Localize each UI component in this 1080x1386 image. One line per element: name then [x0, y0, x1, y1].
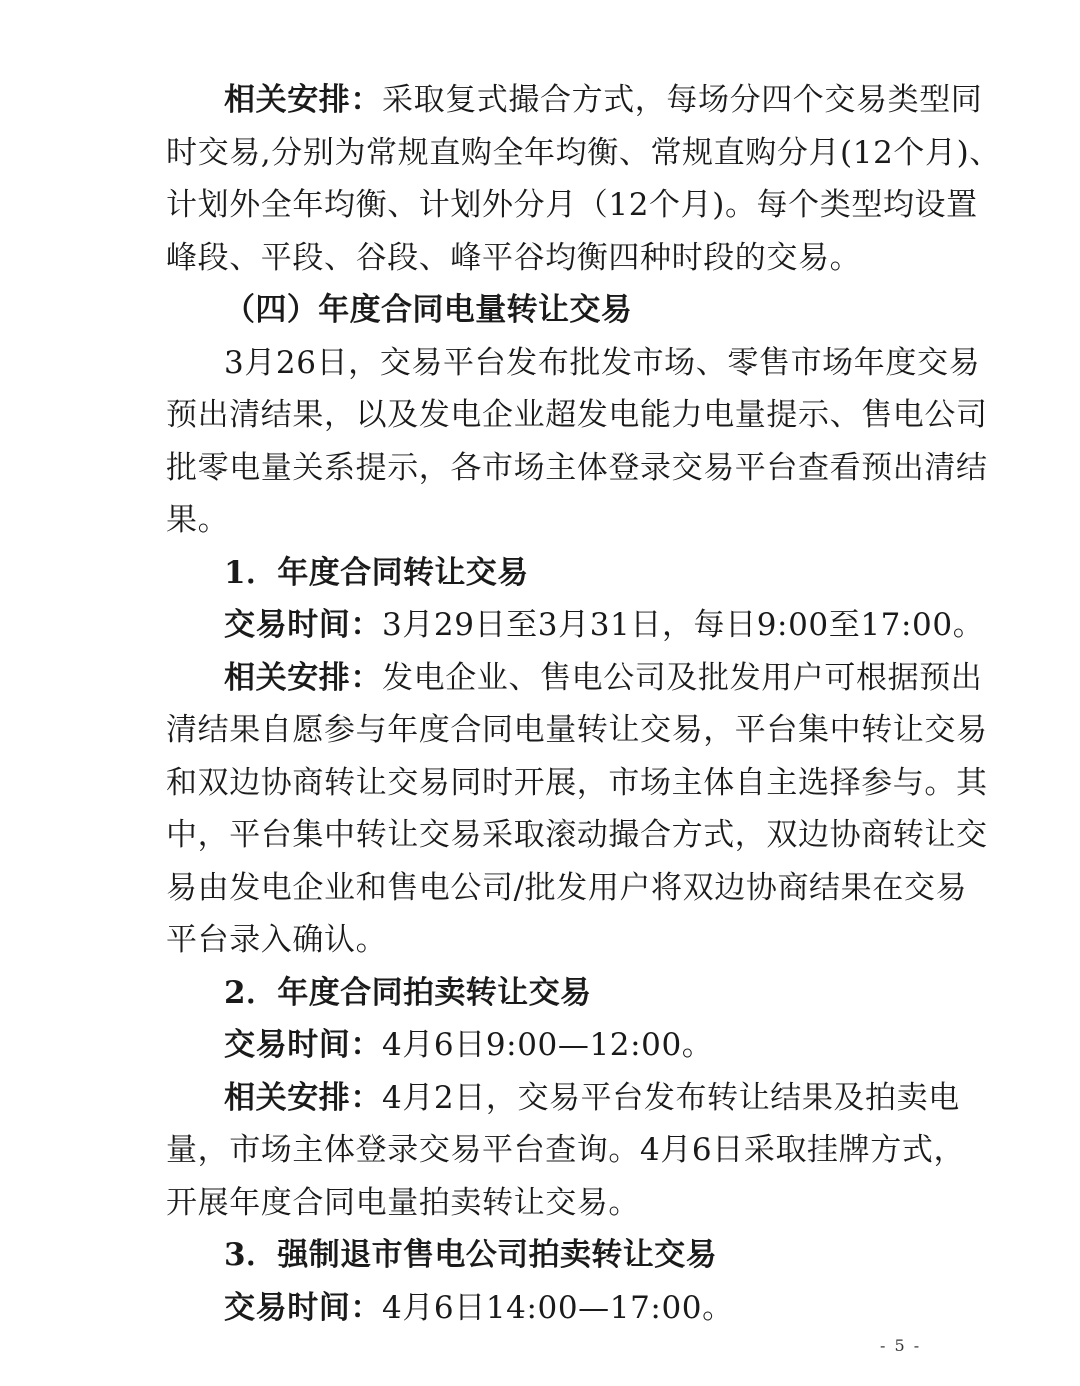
paragraph-line	[166, 704, 988, 757]
field-label: 相关安排：	[224, 82, 382, 118]
line-text: 采取复式撮合方式，每场分四个交易类型同	[382, 82, 983, 118]
paragraph-line	[166, 1072, 960, 1125]
line-text: 量，市场主体登录交易平台查询。4月6日采取挂牌方式，	[166, 1132, 966, 1168]
heading-text: 3．强制退市售电公司拍卖转让交易	[224, 1237, 717, 1273]
paragraph-line	[166, 599, 985, 652]
line-text: 和双边协商转让交易同时开展，市场主体自主选择参与。其	[166, 764, 988, 801]
line-text: 批零电量关系提示，各市场主体登录交易平台查看预出清结	[166, 449, 988, 486]
field-label: 相关安排：	[224, 1079, 382, 1116]
section-heading	[166, 284, 918, 337]
paragraph-line	[166, 127, 1001, 180]
line-text: 时交易,分别为常规直购全年均衡、常规直购分月(12个月)、	[166, 134, 1001, 171]
field-label: 相关安排：	[224, 659, 382, 696]
paragraph-line	[166, 337, 981, 390]
line-text: 预出清结果，以及发电企业超发电能力电量提示、售电公司	[166, 397, 988, 433]
page-number: - 5 -	[880, 1336, 922, 1355]
paragraph-line	[166, 1124, 966, 1177]
subsection-heading	[166, 547, 918, 600]
paragraph-line	[166, 652, 983, 705]
paragraph-line	[166, 179, 978, 232]
subsection-heading	[166, 967, 918, 1020]
heading-text: 2．年度合同拍卖转让交易	[224, 974, 592, 1011]
line-text: 4月6日9:00—12:00。	[382, 1027, 714, 1063]
line-text: 清结果自愿参与年度合同电量转让交易，平台集中转让交易	[166, 712, 988, 748]
line-text: 中，平台集中转让交易采取滚动撮合方式，双边协商转让交	[166, 817, 988, 853]
paragraph-line	[166, 914, 918, 967]
field-label: 交易时间：	[224, 1027, 382, 1063]
document-body	[166, 74, 1001, 1334]
heading-text: （四）年度合同电量转让交易	[224, 292, 633, 328]
line-text: 峰段、平段、谷段、峰平谷均衡四种时段的交易。	[166, 239, 862, 276]
line-text: 4月6日14:00—17:00。	[382, 1289, 734, 1326]
paragraph-line	[166, 494, 918, 547]
line-text: 3月29日至3月31日，每日9:00至17:00。	[382, 607, 985, 643]
paragraph-line	[166, 232, 918, 285]
paragraph-line	[166, 1282, 918, 1335]
paragraph-line	[166, 809, 988, 862]
line-text: 平台录入确认。	[166, 922, 388, 958]
field-label: 交易时间：	[224, 1289, 382, 1326]
line-text: 4月2日，交易平台发布转让结果及拍卖电	[382, 1079, 960, 1116]
heading-text: 1．年度合同转让交易	[224, 554, 529, 591]
subsection-heading	[166, 1229, 918, 1282]
field-label: 交易时间：	[224, 607, 382, 643]
line-text: 果。	[166, 502, 230, 538]
line-text: 易由发电企业和售电公司/批发用户将双边协商结果在交易	[166, 869, 968, 906]
line-text: 计划外全年均衡、计划外分月（12个月)。每个类型均设置	[166, 187, 978, 223]
line-text: 3月26日，交易平台发布批发市场、零售市场年度交易	[224, 344, 981, 381]
paragraph-line	[166, 74, 983, 127]
paragraph-line	[166, 1177, 918, 1230]
line-text: 发电企业、售电公司及批发用户可根据预出	[382, 659, 983, 696]
paragraph-line	[166, 862, 968, 915]
paragraph-line	[166, 757, 988, 810]
line-text: 开展年度合同电量拍卖转让交易。	[166, 1184, 640, 1221]
paragraph-line	[166, 389, 988, 442]
paragraph-line	[166, 442, 988, 495]
paragraph-line	[166, 1019, 918, 1072]
